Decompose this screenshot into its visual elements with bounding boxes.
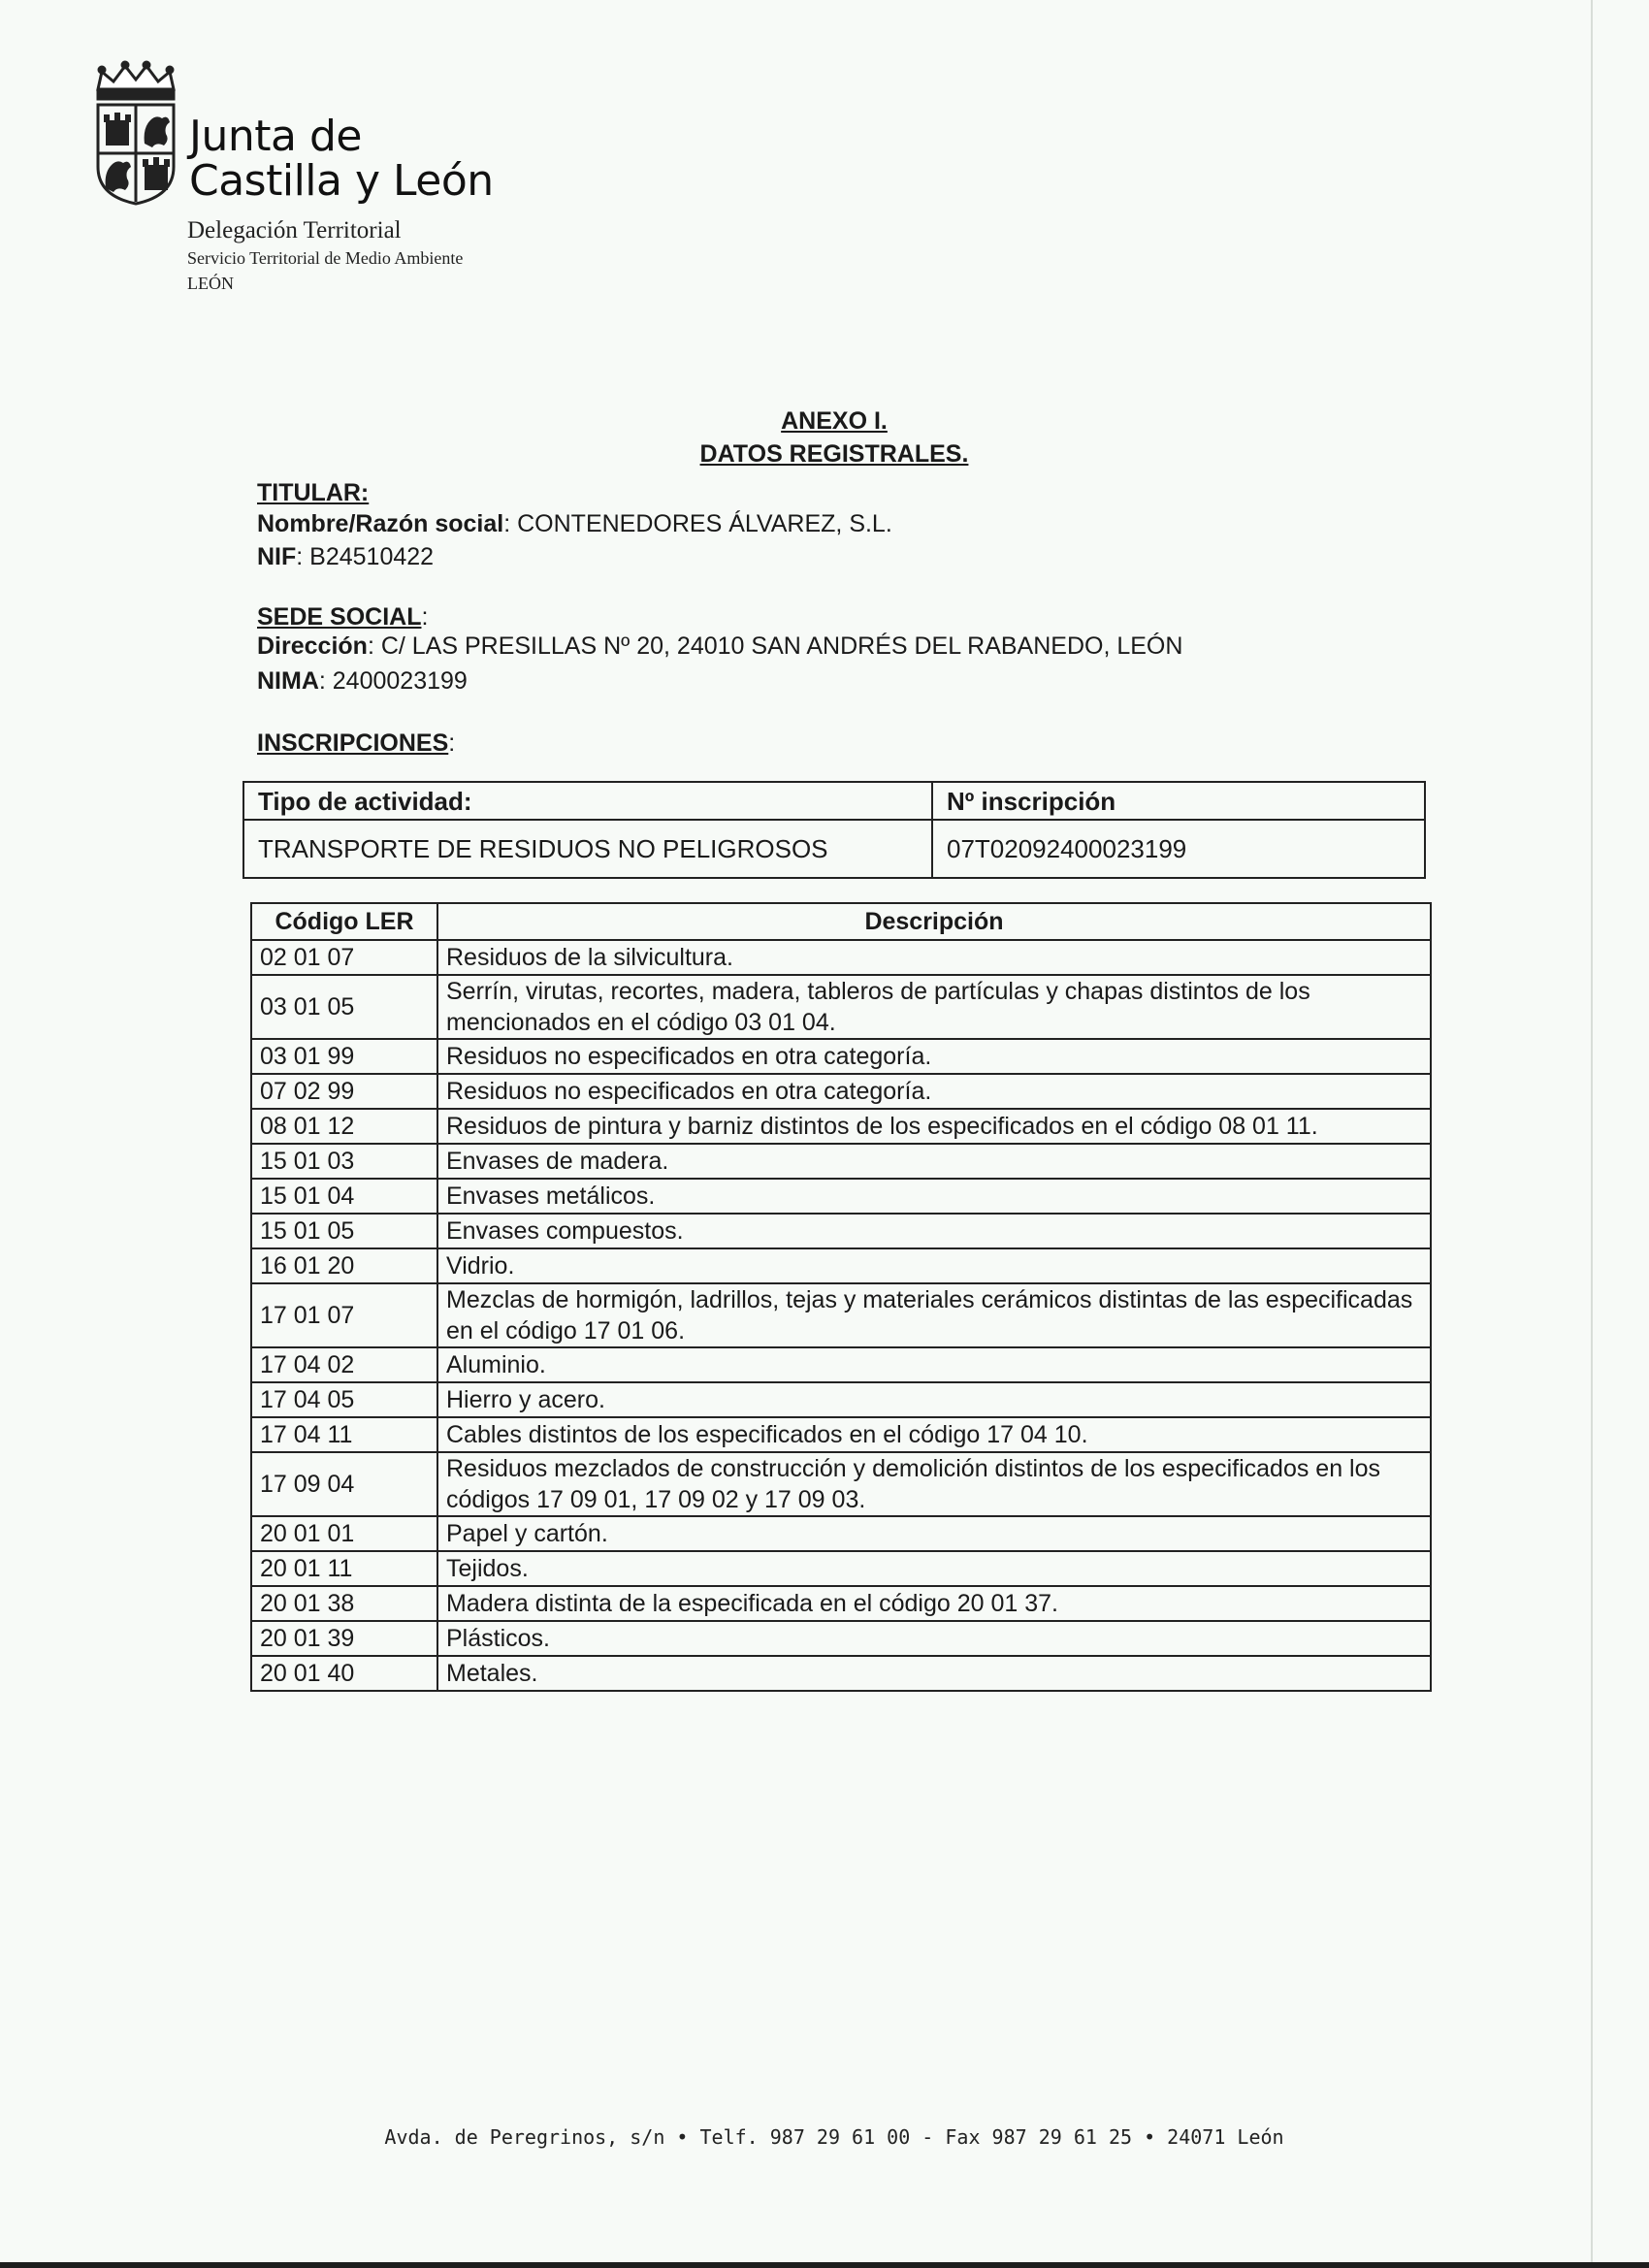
inscription-number-cell: 07T02092400023199 xyxy=(932,820,1425,878)
ler-description-cell: Cables distintos de los especificados en el código 17 04 10. xyxy=(437,1417,1431,1452)
ler-description-cell: Hierro y acero. xyxy=(437,1382,1431,1417)
ler-table-header xyxy=(251,903,1431,940)
ler-code-cell: 15 01 05 xyxy=(251,1214,437,1248)
col-code-header: Código LER xyxy=(251,903,437,940)
col-description-header: Descripción xyxy=(437,903,1431,940)
ler-code-cell: 15 01 04 xyxy=(251,1179,437,1214)
activity-table-header xyxy=(243,782,1425,820)
ler-table-row xyxy=(251,1656,1431,1691)
ler-description-cell: Tejidos. xyxy=(437,1551,1431,1586)
nima-label: NIMA xyxy=(257,667,319,695)
ler-code-cell: 03 01 05 xyxy=(251,975,437,1039)
ler-description-cell: Residuos no especificados en otra categoría. xyxy=(437,1074,1431,1109)
ler-table-row xyxy=(251,1516,1431,1551)
sede-label: SEDE SOCIAL xyxy=(257,603,422,631)
ler-code-cell: 15 01 03 xyxy=(251,1144,437,1179)
address-field xyxy=(257,632,1182,661)
ler-code-cell: 17 04 11 xyxy=(251,1417,437,1452)
ler-table-row xyxy=(251,1039,1431,1074)
ler-table xyxy=(250,902,1432,1692)
ler-code-cell: 17 04 02 xyxy=(251,1347,437,1382)
activity-cell: TRANSPORTE DE RESIDUOS NO PELIGROSOS xyxy=(243,820,932,878)
titular-heading: TITULAR: xyxy=(257,479,370,506)
inscripciones-heading: INSCRIPCIONES: xyxy=(257,729,456,757)
ler-code-cell: 20 01 39 xyxy=(251,1621,437,1656)
inscripciones-label: INSCRIPCIONES xyxy=(257,729,449,757)
org-name-line2: Castilla y León xyxy=(189,156,494,206)
city-label: LEÓN xyxy=(187,274,234,293)
ler-description-cell: Vidrio. xyxy=(437,1248,1431,1283)
annex-subtitle: DATOS REGISTRALES. xyxy=(699,440,969,468)
service-label: Servicio Territorial de Medio Ambiente xyxy=(187,248,464,268)
nif-value: : B24510422 xyxy=(296,543,435,570)
ler-description-cell: Papel y cartón. xyxy=(437,1516,1431,1551)
name-label: Nombre/Razón social xyxy=(257,510,504,537)
ler-code-cell: 03 01 99 xyxy=(251,1039,437,1074)
ler-code-cell: 16 01 20 xyxy=(251,1248,437,1283)
ler-table-row xyxy=(251,1382,1431,1417)
ler-description-cell: Plásticos. xyxy=(437,1621,1431,1656)
ler-table-row xyxy=(251,940,1431,975)
ler-description-cell: Residuos de pintura y barniz distintos de los especificados en el código 08 01 11. xyxy=(437,1109,1431,1144)
ler-table-row xyxy=(251,1214,1431,1248)
ler-table-row xyxy=(251,1248,1431,1283)
ler-description-cell: Mezclas de hormigón, ladrillos, tejas y materiales cerámicos distintas de las especificadas en el código 17 01 06. xyxy=(437,1283,1431,1347)
nif-label: NIF xyxy=(257,543,297,570)
ler-table-row xyxy=(251,1144,1431,1179)
ler-table-row xyxy=(251,1417,1431,1452)
ler-description-cell: Envases metálicos. xyxy=(437,1179,1431,1214)
scan-bottom-border xyxy=(0,2262,1649,2268)
ler-description-cell: Envases compuestos. xyxy=(437,1214,1431,1248)
ler-description-cell: Residuos de la silvicultura. xyxy=(437,940,1431,975)
ler-code-cell: 07 02 99 xyxy=(251,1074,437,1109)
ler-table-row xyxy=(251,1283,1431,1347)
name-field xyxy=(257,510,892,538)
nima-field xyxy=(257,667,468,696)
ler-code-cell: 17 01 07 xyxy=(251,1283,437,1347)
ler-description-cell: Aluminio. xyxy=(437,1347,1431,1382)
ler-table-row xyxy=(251,975,1431,1039)
ler-description-cell: Residuos no especificados en otra categoría. xyxy=(437,1039,1431,1074)
address-label: Dirección xyxy=(257,632,368,660)
annex-title: ANEXO I. xyxy=(781,407,888,435)
organization-name xyxy=(189,114,494,204)
ler-table-row xyxy=(251,1074,1431,1109)
activity-table xyxy=(242,781,1426,879)
ler-code-cell: 20 01 11 xyxy=(251,1551,437,1586)
ler-code-cell: 20 01 40 xyxy=(251,1656,437,1691)
ler-description-cell: Metales. xyxy=(437,1656,1431,1691)
page-edge-shadow xyxy=(1591,0,1593,2268)
ler-table-row xyxy=(251,1109,1431,1144)
address-value: : C/ LAS PRESILLAS Nº 20, 24010 SAN ANDRÉS DEL RABANEDO, LEÓN xyxy=(367,632,1183,660)
ler-code-cell: 20 01 01 xyxy=(251,1516,437,1551)
ler-code-cell: 08 01 12 xyxy=(251,1109,437,1144)
ler-table-row xyxy=(251,1452,1431,1516)
sede-heading: SEDE SOCIAL: xyxy=(257,603,429,631)
nima-value: : 2400023199 xyxy=(318,667,468,695)
ler-table-row xyxy=(251,1179,1431,1214)
ler-code-cell: 17 04 05 xyxy=(251,1382,437,1417)
ler-code-cell: 17 09 04 xyxy=(251,1452,437,1516)
ler-description-cell: Envases de madera. xyxy=(437,1144,1431,1179)
ler-table-row xyxy=(251,1621,1431,1656)
delegation-label: Delegación Territorial xyxy=(187,217,402,243)
ler-table-row xyxy=(251,1586,1431,1621)
ler-description-cell: Madera distinta de la especificada en el código 20 01 37. xyxy=(437,1586,1431,1621)
name-value: : CONTENEDORES ÁLVAREZ, S.L. xyxy=(503,510,892,537)
ler-table-row xyxy=(251,1347,1431,1382)
ler-table-row xyxy=(251,1551,1431,1586)
nif-field xyxy=(257,543,434,571)
ler-code-cell: 20 01 38 xyxy=(251,1586,437,1621)
footer-address: Avda. de Peregrinos, s/n • Telf. 987 29 61 00 - Fax 987 29 61 25 • 24071 León xyxy=(384,2125,1284,2149)
ler-description-cell: Residuos mezclados de construcción y demolición distintos de los especificados en los códigos 17 09 01, 17 09 02 y 17 09 03. xyxy=(437,1452,1431,1516)
org-name-line1: Junta de xyxy=(189,112,362,161)
activity-table-row xyxy=(243,820,1425,878)
ler-table-body xyxy=(251,940,1431,1691)
ler-code-cell: 02 01 07 xyxy=(251,940,437,975)
col-number-header: Nº inscripción xyxy=(932,782,1425,820)
coat-of-arms-icon xyxy=(92,60,179,206)
ler-description-cell: Serrín, virutas, recortes, madera, tableros de partículas y chapas distintos de los mencionados en el código 03 01 04. xyxy=(437,975,1431,1039)
col-activity-header: Tipo de actividad: xyxy=(243,782,932,820)
